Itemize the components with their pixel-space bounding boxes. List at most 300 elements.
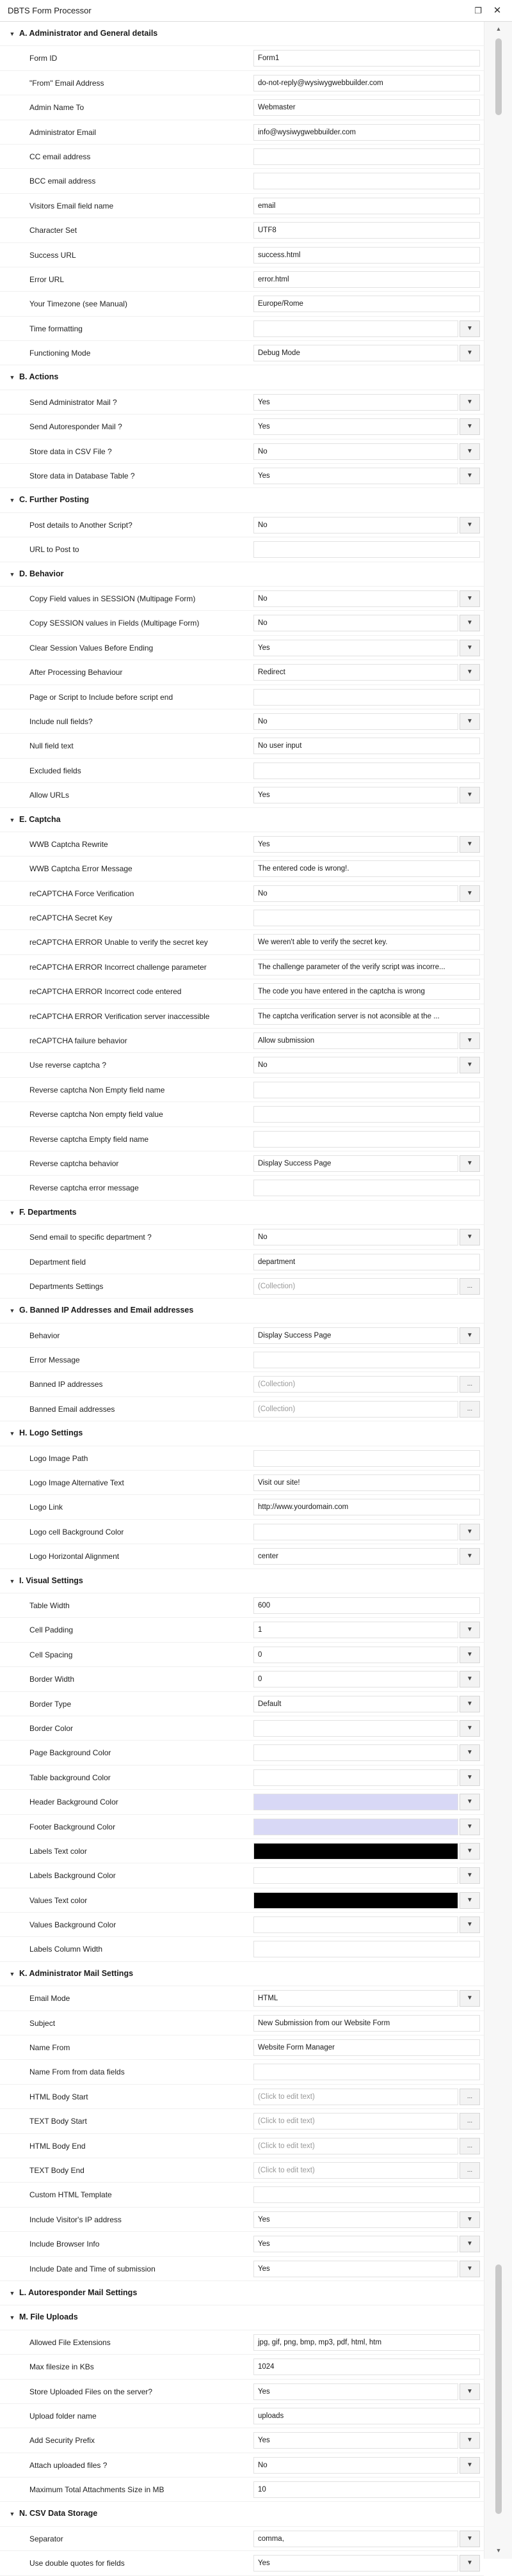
- property-value-cell[interactable]: [253, 1057, 480, 1073]
- property-row[interactable]: [0, 857, 484, 881]
- chevron-down-icon[interactable]: ▼: [460, 1744, 480, 1761]
- chevron-down-icon[interactable]: ▼: [460, 1990, 480, 2007]
- property-row[interactable]: [0, 439, 484, 464]
- property-value-cell[interactable]: [253, 1032, 480, 1049]
- property-value[interactable]: Redirect: [253, 664, 458, 681]
- property-value[interactable]: Default: [253, 1696, 458, 1712]
- property-value[interactable]: Display Success Page: [253, 1155, 458, 1172]
- chevron-down-icon[interactable]: ▼: [460, 1867, 480, 1884]
- color-swatch[interactable]: [253, 1794, 458, 1810]
- property-value[interactable]: Yes: [253, 836, 458, 853]
- chevron-down-icon[interactable]: ▼: [460, 2236, 480, 2252]
- property-value-cell[interactable]: [253, 713, 480, 730]
- chevron-down-icon[interactable]: ▼: [460, 1155, 480, 1172]
- ellipsis-button[interactable]: ...: [460, 1401, 480, 1418]
- property-row[interactable]: [0, 759, 484, 783]
- property-value[interactable]: http://www.yourdomain.com: [253, 1499, 480, 1515]
- chevron-down-icon[interactable]: ▼: [9, 2289, 15, 2296]
- property-row[interactable]: [0, 1863, 484, 1888]
- property-value[interactable]: [253, 1941, 480, 1957]
- chevron-down-icon[interactable]: ▼: [460, 885, 480, 902]
- chevron-down-icon[interactable]: ▼: [460, 1843, 480, 1860]
- chevron-down-icon[interactable]: ▼: [9, 497, 15, 504]
- property-value-cell[interactable]: [253, 1180, 480, 1196]
- property-row[interactable]: [0, 1888, 484, 1913]
- chevron-down-icon[interactable]: ▼: [460, 517, 480, 533]
- property-row[interactable]: [0, 1004, 484, 1029]
- property-row[interactable]: [0, 46, 484, 70]
- chevron-down-icon[interactable]: ▼: [460, 2457, 480, 2474]
- chevron-down-icon[interactable]: ▼: [460, 1892, 480, 1909]
- property-row[interactable]: [0, 1225, 484, 1249]
- property-value[interactable]: (Collection): [253, 1376, 458, 1393]
- property-row[interactable]: [0, 1127, 484, 1151]
- property-row[interactable]: [0, 145, 484, 169]
- property-value-cell[interactable]: [253, 1327, 480, 1344]
- section-header[interactable]: [0, 562, 484, 587]
- property-row[interactable]: [0, 685, 484, 709]
- property-value[interactable]: success.html: [253, 247, 480, 264]
- property-value[interactable]: No: [253, 713, 458, 730]
- property-value[interactable]: [253, 2186, 480, 2203]
- property-value-cell[interactable]: [253, 1474, 480, 1491]
- property-value-cell[interactable]: [253, 2015, 480, 2032]
- chevron-down-icon[interactable]: ▼: [460, 1671, 480, 1687]
- section-header[interactable]: [0, 1201, 484, 1225]
- property-row[interactable]: [0, 1986, 484, 2011]
- section-header[interactable]: [0, 1962, 484, 1986]
- property-row[interactable]: [0, 1176, 484, 1200]
- property-value[interactable]: comma,: [253, 2531, 458, 2547]
- chevron-down-icon[interactable]: ▼: [9, 571, 15, 578]
- property-value-cell[interactable]: [253, 1131, 480, 1148]
- property-value[interactable]: jpg, gif, png, bmp, mp3, pdf, html, htm: [253, 2334, 480, 2351]
- chevron-down-icon[interactable]: ▼: [460, 836, 480, 853]
- property-value-cell[interactable]: [253, 1794, 480, 1810]
- property-value-cell[interactable]: [253, 2531, 480, 2547]
- property-row[interactable]: [0, 955, 484, 979]
- chevron-down-icon[interactable]: ▼: [460, 1524, 480, 1540]
- property-value[interactable]: [253, 763, 480, 779]
- property-value-cell[interactable]: [253, 2432, 480, 2449]
- property-value-cell[interactable]: [253, 1548, 480, 1565]
- property-value[interactable]: [253, 1720, 458, 1737]
- chevron-down-icon[interactable]: ▼: [460, 2531, 480, 2547]
- property-value[interactable]: (Click to edit text): [253, 2089, 458, 2105]
- property-value[interactable]: 10: [253, 2481, 480, 2498]
- close-icon[interactable]: ✕: [493, 5, 502, 16]
- property-value-cell[interactable]: [253, 418, 480, 435]
- chevron-down-icon[interactable]: ▼: [460, 1794, 480, 1810]
- chevron-down-icon[interactable]: ▼: [460, 1696, 480, 1712]
- property-value[interactable]: No: [253, 590, 458, 607]
- property-value[interactable]: 0: [253, 1647, 458, 1663]
- property-value-cell[interactable]: [253, 2064, 480, 2080]
- property-value-cell[interactable]: [253, 2457, 480, 2474]
- property-row[interactable]: [0, 1372, 484, 1396]
- property-value-cell[interactable]: [253, 1843, 480, 1860]
- property-value[interactable]: Yes: [253, 468, 458, 484]
- property-row[interactable]: [0, 2060, 484, 2084]
- property-value-cell[interactable]: [253, 885, 480, 902]
- property-row[interactable]: [0, 2085, 484, 2109]
- property-value-cell[interactable]: [253, 2481, 480, 2498]
- chevron-down-icon[interactable]: ▼: [460, 2432, 480, 2449]
- chevron-down-icon[interactable]: ▼: [460, 713, 480, 730]
- chevron-down-icon[interactable]: ▼: [9, 1430, 15, 1437]
- property-value-cell[interactable]: [253, 320, 480, 337]
- property-row[interactable]: [0, 1716, 484, 1741]
- property-value-cell[interactable]: [253, 1597, 480, 1614]
- property-row[interactable]: [0, 2404, 484, 2428]
- property-row[interactable]: [0, 1741, 484, 1765]
- property-value[interactable]: [253, 1082, 480, 1098]
- property-value-cell[interactable]: [253, 836, 480, 853]
- color-swatch[interactable]: [253, 1892, 458, 1909]
- property-row[interactable]: [0, 71, 484, 95]
- chevron-down-icon[interactable]: ▼: [460, 1720, 480, 1737]
- property-value-cell[interactable]: [253, 910, 480, 926]
- ellipsis-button[interactable]: ...: [460, 2113, 480, 2130]
- property-value-cell[interactable]: [253, 345, 480, 361]
- property-value[interactable]: The captcha verification server is not aconsible at the ...: [253, 1008, 480, 1025]
- property-row[interactable]: [0, 1815, 484, 1839]
- property-row[interactable]: [0, 1446, 484, 1471]
- property-value-cell[interactable]: [253, 983, 480, 1000]
- property-value[interactable]: [253, 148, 480, 165]
- chevron-down-icon[interactable]: ▼: [460, 1647, 480, 1663]
- property-row[interactable]: [0, 660, 484, 684]
- chevron-down-icon[interactable]: ▼: [460, 320, 480, 337]
- property-row[interactable]: [0, 1029, 484, 1053]
- property-value-cell[interactable]: [253, 934, 480, 951]
- property-row[interactable]: [0, 1151, 484, 1176]
- chevron-down-icon[interactable]: ▼: [460, 615, 480, 631]
- property-row[interactable]: [0, 881, 484, 906]
- property-row[interactable]: [0, 2035, 484, 2060]
- property-row[interactable]: [0, 243, 484, 267]
- property-value-cell[interactable]: [253, 2408, 480, 2424]
- color-swatch[interactable]: [253, 1843, 458, 1860]
- property-row[interactable]: [0, 1250, 484, 1274]
- section-header[interactable]: [0, 2305, 484, 2330]
- property-value[interactable]: (Click to edit text): [253, 2162, 458, 2179]
- property-row[interactable]: [0, 1766, 484, 1790]
- property-value[interactable]: [253, 173, 480, 189]
- property-row[interactable]: [0, 1520, 484, 1544]
- property-row[interactable]: [0, 1274, 484, 1299]
- property-value-cell[interactable]: [253, 1229, 480, 1245]
- property-value[interactable]: 1024: [253, 2359, 480, 2375]
- property-value-cell[interactable]: [253, 541, 480, 558]
- property-value-cell[interactable]: [253, 50, 480, 67]
- property-value-cell[interactable]: [253, 1499, 480, 1515]
- property-value[interactable]: department: [253, 1254, 480, 1270]
- property-value-cell[interactable]: [253, 99, 480, 116]
- property-row[interactable]: [0, 1618, 484, 1642]
- property-value-cell[interactable]: [253, 1254, 480, 1270]
- section-header[interactable]: [0, 2281, 484, 2305]
- chevron-down-icon[interactable]: ▼: [460, 787, 480, 803]
- property-value-cell[interactable]: [253, 198, 480, 214]
- property-value-cell[interactable]: [253, 1155, 480, 1172]
- property-value-cell[interactable]: [253, 517, 480, 533]
- chevron-down-icon[interactable]: ▼: [460, 345, 480, 361]
- property-row[interactable]: [0, 2453, 484, 2477]
- property-value-cell[interactable]: [253, 2359, 480, 2375]
- property-value-cell[interactable]: [253, 1671, 480, 1687]
- property-value-cell[interactable]: [253, 787, 480, 803]
- property-value-cell[interactable]: [253, 468, 480, 484]
- section-header[interactable]: [0, 1299, 484, 1323]
- property-row[interactable]: [0, 2183, 484, 2207]
- section-header[interactable]: [0, 1421, 484, 1446]
- property-row[interactable]: [0, 1348, 484, 1372]
- property-value[interactable]: Yes: [253, 787, 458, 803]
- property-value-cell[interactable]: [253, 1376, 480, 1393]
- property-row[interactable]: [0, 513, 484, 537]
- section-header[interactable]: [0, 365, 484, 390]
- chevron-down-icon[interactable]: ▼: [460, 1548, 480, 1565]
- property-value-cell[interactable]: [253, 1106, 480, 1123]
- property-value-cell[interactable]: [253, 148, 480, 165]
- chevron-down-icon[interactable]: ▼: [460, 1057, 480, 1073]
- property-row[interactable]: [0, 2380, 484, 2404]
- property-value[interactable]: Allow submission: [253, 1032, 458, 1049]
- property-value-cell[interactable]: [253, 173, 480, 189]
- property-row[interactable]: [0, 1078, 484, 1102]
- property-value-cell[interactable]: [253, 1720, 480, 1737]
- chevron-down-icon[interactable]: ▼: [460, 1769, 480, 1786]
- chevron-down-icon[interactable]: ▼: [460, 2261, 480, 2277]
- section-header[interactable]: [0, 1569, 484, 1593]
- property-value[interactable]: [253, 1744, 458, 1761]
- section-header[interactable]: [0, 2502, 484, 2526]
- property-value[interactable]: No: [253, 885, 458, 902]
- property-value[interactable]: The entered code is wrong!.: [253, 860, 480, 877]
- property-value[interactable]: No: [253, 1057, 458, 1073]
- property-value-cell[interactable]: [253, 443, 480, 460]
- property-row[interactable]: [0, 2158, 484, 2183]
- property-row[interactable]: [0, 218, 484, 242]
- property-value-cell[interactable]: [253, 124, 480, 141]
- property-value-cell[interactable]: [253, 1696, 480, 1712]
- property-value[interactable]: (Collection): [253, 1401, 458, 1418]
- property-row[interactable]: [0, 1937, 484, 1961]
- property-value[interactable]: No: [253, 1229, 458, 1245]
- chevron-down-icon[interactable]: ▼: [9, 1577, 15, 1584]
- property-value[interactable]: Debug Mode: [253, 345, 458, 361]
- restore-icon[interactable]: ❐: [474, 6, 482, 15]
- property-row[interactable]: [0, 2477, 484, 2502]
- property-value[interactable]: [253, 320, 458, 337]
- property-value-cell[interactable]: [253, 394, 480, 411]
- property-value-cell[interactable]: [253, 1744, 480, 1761]
- property-value[interactable]: uploads: [253, 2408, 480, 2424]
- property-value-cell[interactable]: [253, 75, 480, 91]
- property-value[interactable]: Yes: [253, 394, 458, 411]
- property-value[interactable]: UTF8: [253, 222, 480, 239]
- property-value[interactable]: [253, 689, 480, 706]
- chevron-down-icon[interactable]: ▼: [9, 816, 15, 823]
- property-value-cell[interactable]: [253, 615, 480, 631]
- property-value[interactable]: New Submission from our Website Form: [253, 2015, 480, 2032]
- chevron-down-icon[interactable]: ▼: [9, 2314, 15, 2321]
- property-value[interactable]: [253, 1916, 458, 1933]
- property-value-cell[interactable]: [253, 640, 480, 656]
- property-value[interactable]: Form1: [253, 50, 480, 67]
- property-row[interactable]: [0, 979, 484, 1004]
- property-value-cell[interactable]: [253, 664, 480, 681]
- property-value-cell[interactable]: [253, 959, 480, 976]
- chevron-down-icon[interactable]: ▼: [460, 2383, 480, 2400]
- property-row[interactable]: [0, 2134, 484, 2158]
- property-value-cell[interactable]: [253, 1352, 480, 1368]
- property-value-cell[interactable]: [253, 2383, 480, 2400]
- property-value[interactable]: [253, 541, 480, 558]
- property-value-cell[interactable]: [253, 222, 480, 239]
- chevron-down-icon[interactable]: ▼: [9, 1970, 15, 1977]
- property-row[interactable]: [0, 2232, 484, 2256]
- property-value-cell[interactable]: [253, 689, 480, 706]
- property-value[interactable]: info@wysiwygwebbuilder.com: [253, 124, 480, 141]
- property-value[interactable]: [253, 2064, 480, 2080]
- property-row[interactable]: [0, 1397, 484, 1421]
- property-value-cell[interactable]: [253, 1769, 480, 1786]
- chevron-down-icon[interactable]: ▼: [460, 640, 480, 656]
- property-value-cell[interactable]: [253, 2334, 480, 2351]
- property-row[interactable]: [0, 537, 484, 562]
- property-value-cell[interactable]: [253, 1278, 480, 1295]
- chevron-down-icon[interactable]: ▼: [460, 1622, 480, 1638]
- chevron-down-icon[interactable]: ▼: [460, 2211, 480, 2228]
- property-value-cell[interactable]: [253, 1892, 480, 1909]
- chevron-down-icon[interactable]: ▼: [9, 1209, 15, 1216]
- chevron-down-icon[interactable]: ▼: [460, 1819, 480, 1835]
- chevron-down-icon[interactable]: ▼: [460, 1327, 480, 1344]
- property-row[interactable]: [0, 930, 484, 954]
- property-row[interactable]: [0, 194, 484, 218]
- property-value-cell[interactable]: [253, 247, 480, 264]
- section-header[interactable]: [0, 22, 484, 46]
- property-value[interactable]: Yes: [253, 2555, 458, 2572]
- chevron-down-icon[interactable]: ▼: [460, 590, 480, 607]
- property-value-cell[interactable]: [253, 2211, 480, 2228]
- chevron-down-icon[interactable]: ▼: [9, 1308, 15, 1315]
- property-row[interactable]: [0, 1790, 484, 1814]
- property-row[interactable]: [0, 1643, 484, 1667]
- property-value[interactable]: [253, 1769, 458, 1786]
- property-value[interactable]: Yes: [253, 2261, 458, 2277]
- chevron-down-icon[interactable]: ▼: [9, 374, 15, 381]
- property-value-cell[interactable]: [253, 590, 480, 607]
- chevron-down-icon[interactable]: ▼: [9, 2511, 15, 2518]
- property-value-cell[interactable]: [253, 1401, 480, 1418]
- property-value-cell[interactable]: [253, 2138, 480, 2154]
- property-row[interactable]: [0, 783, 484, 807]
- property-row[interactable]: [0, 341, 484, 365]
- property-row[interactable]: [0, 2330, 484, 2355]
- scroll-up-arrow-icon[interactable]: ▲: [495, 26, 502, 32]
- property-value-cell[interactable]: [253, 1082, 480, 1098]
- property-value[interactable]: Yes: [253, 2383, 458, 2400]
- property-value[interactable]: (Collection): [253, 1278, 458, 1295]
- ellipsis-button[interactable]: ...: [460, 2089, 480, 2105]
- property-value[interactable]: [253, 1180, 480, 1196]
- property-value-cell[interactable]: [253, 1524, 480, 1540]
- property-row[interactable]: [0, 611, 484, 635]
- property-value[interactable]: [253, 1867, 458, 1884]
- property-row[interactable]: [0, 120, 484, 145]
- chevron-down-icon[interactable]: ▼: [460, 2555, 480, 2572]
- property-row[interactable]: [0, 2551, 484, 2575]
- property-value-cell[interactable]: [253, 271, 480, 288]
- property-value[interactable]: center: [253, 1548, 458, 1565]
- property-value[interactable]: do-not-reply@wysiwygwebbuilder.com: [253, 75, 480, 91]
- property-row[interactable]: [0, 1839, 484, 1863]
- property-value[interactable]: Webmaster: [253, 99, 480, 116]
- property-value-cell[interactable]: [253, 763, 480, 779]
- property-value[interactable]: [253, 1524, 458, 1540]
- property-row[interactable]: [0, 1495, 484, 1519]
- property-value[interactable]: No: [253, 443, 458, 460]
- property-value[interactable]: No: [253, 615, 458, 631]
- chevron-down-icon[interactable]: ▼: [460, 1032, 480, 1049]
- property-row[interactable]: [0, 2208, 484, 2232]
- property-row[interactable]: [0, 2428, 484, 2453]
- property-row[interactable]: [0, 1102, 484, 1126]
- property-value[interactable]: error.html: [253, 271, 480, 288]
- property-row[interactable]: [0, 636, 484, 660]
- property-value-cell[interactable]: [253, 1008, 480, 1025]
- ellipsis-button[interactable]: ...: [460, 2138, 480, 2154]
- property-value[interactable]: Yes: [253, 2432, 458, 2449]
- ellipsis-button[interactable]: ...: [460, 1376, 480, 1393]
- property-value-cell[interactable]: [253, 1450, 480, 1467]
- property-value[interactable]: [253, 1450, 480, 1467]
- scrollbar-thumb-top[interactable]: [495, 38, 502, 115]
- property-row[interactable]: [0, 95, 484, 120]
- property-row[interactable]: [0, 1667, 484, 1691]
- property-row[interactable]: [0, 1471, 484, 1495]
- property-row[interactable]: [0, 292, 484, 316]
- property-value[interactable]: (Click to edit text): [253, 2113, 458, 2130]
- section-header[interactable]: [0, 488, 484, 512]
- chevron-down-icon[interactable]: ▼: [460, 1229, 480, 1245]
- chevron-down-icon[interactable]: ▼: [460, 418, 480, 435]
- property-row[interactable]: [0, 1692, 484, 1716]
- property-row[interactable]: [0, 1324, 484, 1348]
- property-value[interactable]: Visit our site!: [253, 1474, 480, 1491]
- property-value[interactable]: Website Form Manager: [253, 2039, 480, 2056]
- property-row[interactable]: [0, 1913, 484, 1937]
- property-value[interactable]: The code you have entered in the captcha is wrong: [253, 983, 480, 1000]
- ellipsis-button[interactable]: ...: [460, 2162, 480, 2179]
- property-value[interactable]: We weren't able to verify the secret key.: [253, 934, 480, 951]
- property-row[interactable]: [0, 906, 484, 930]
- property-row[interactable]: [0, 415, 484, 439]
- property-value-cell[interactable]: [253, 2186, 480, 2203]
- property-value[interactable]: (Click to edit text): [253, 2138, 458, 2154]
- property-row[interactable]: [0, 2355, 484, 2379]
- property-row[interactable]: [0, 2011, 484, 2035]
- property-row[interactable]: [0, 464, 484, 488]
- scrollbar-thumb-bottom[interactable]: [495, 2264, 502, 2514]
- property-value[interactable]: [253, 1352, 480, 1368]
- property-value[interactable]: 600: [253, 1597, 480, 1614]
- property-row[interactable]: [0, 1593, 484, 1618]
- property-row[interactable]: [0, 709, 484, 734]
